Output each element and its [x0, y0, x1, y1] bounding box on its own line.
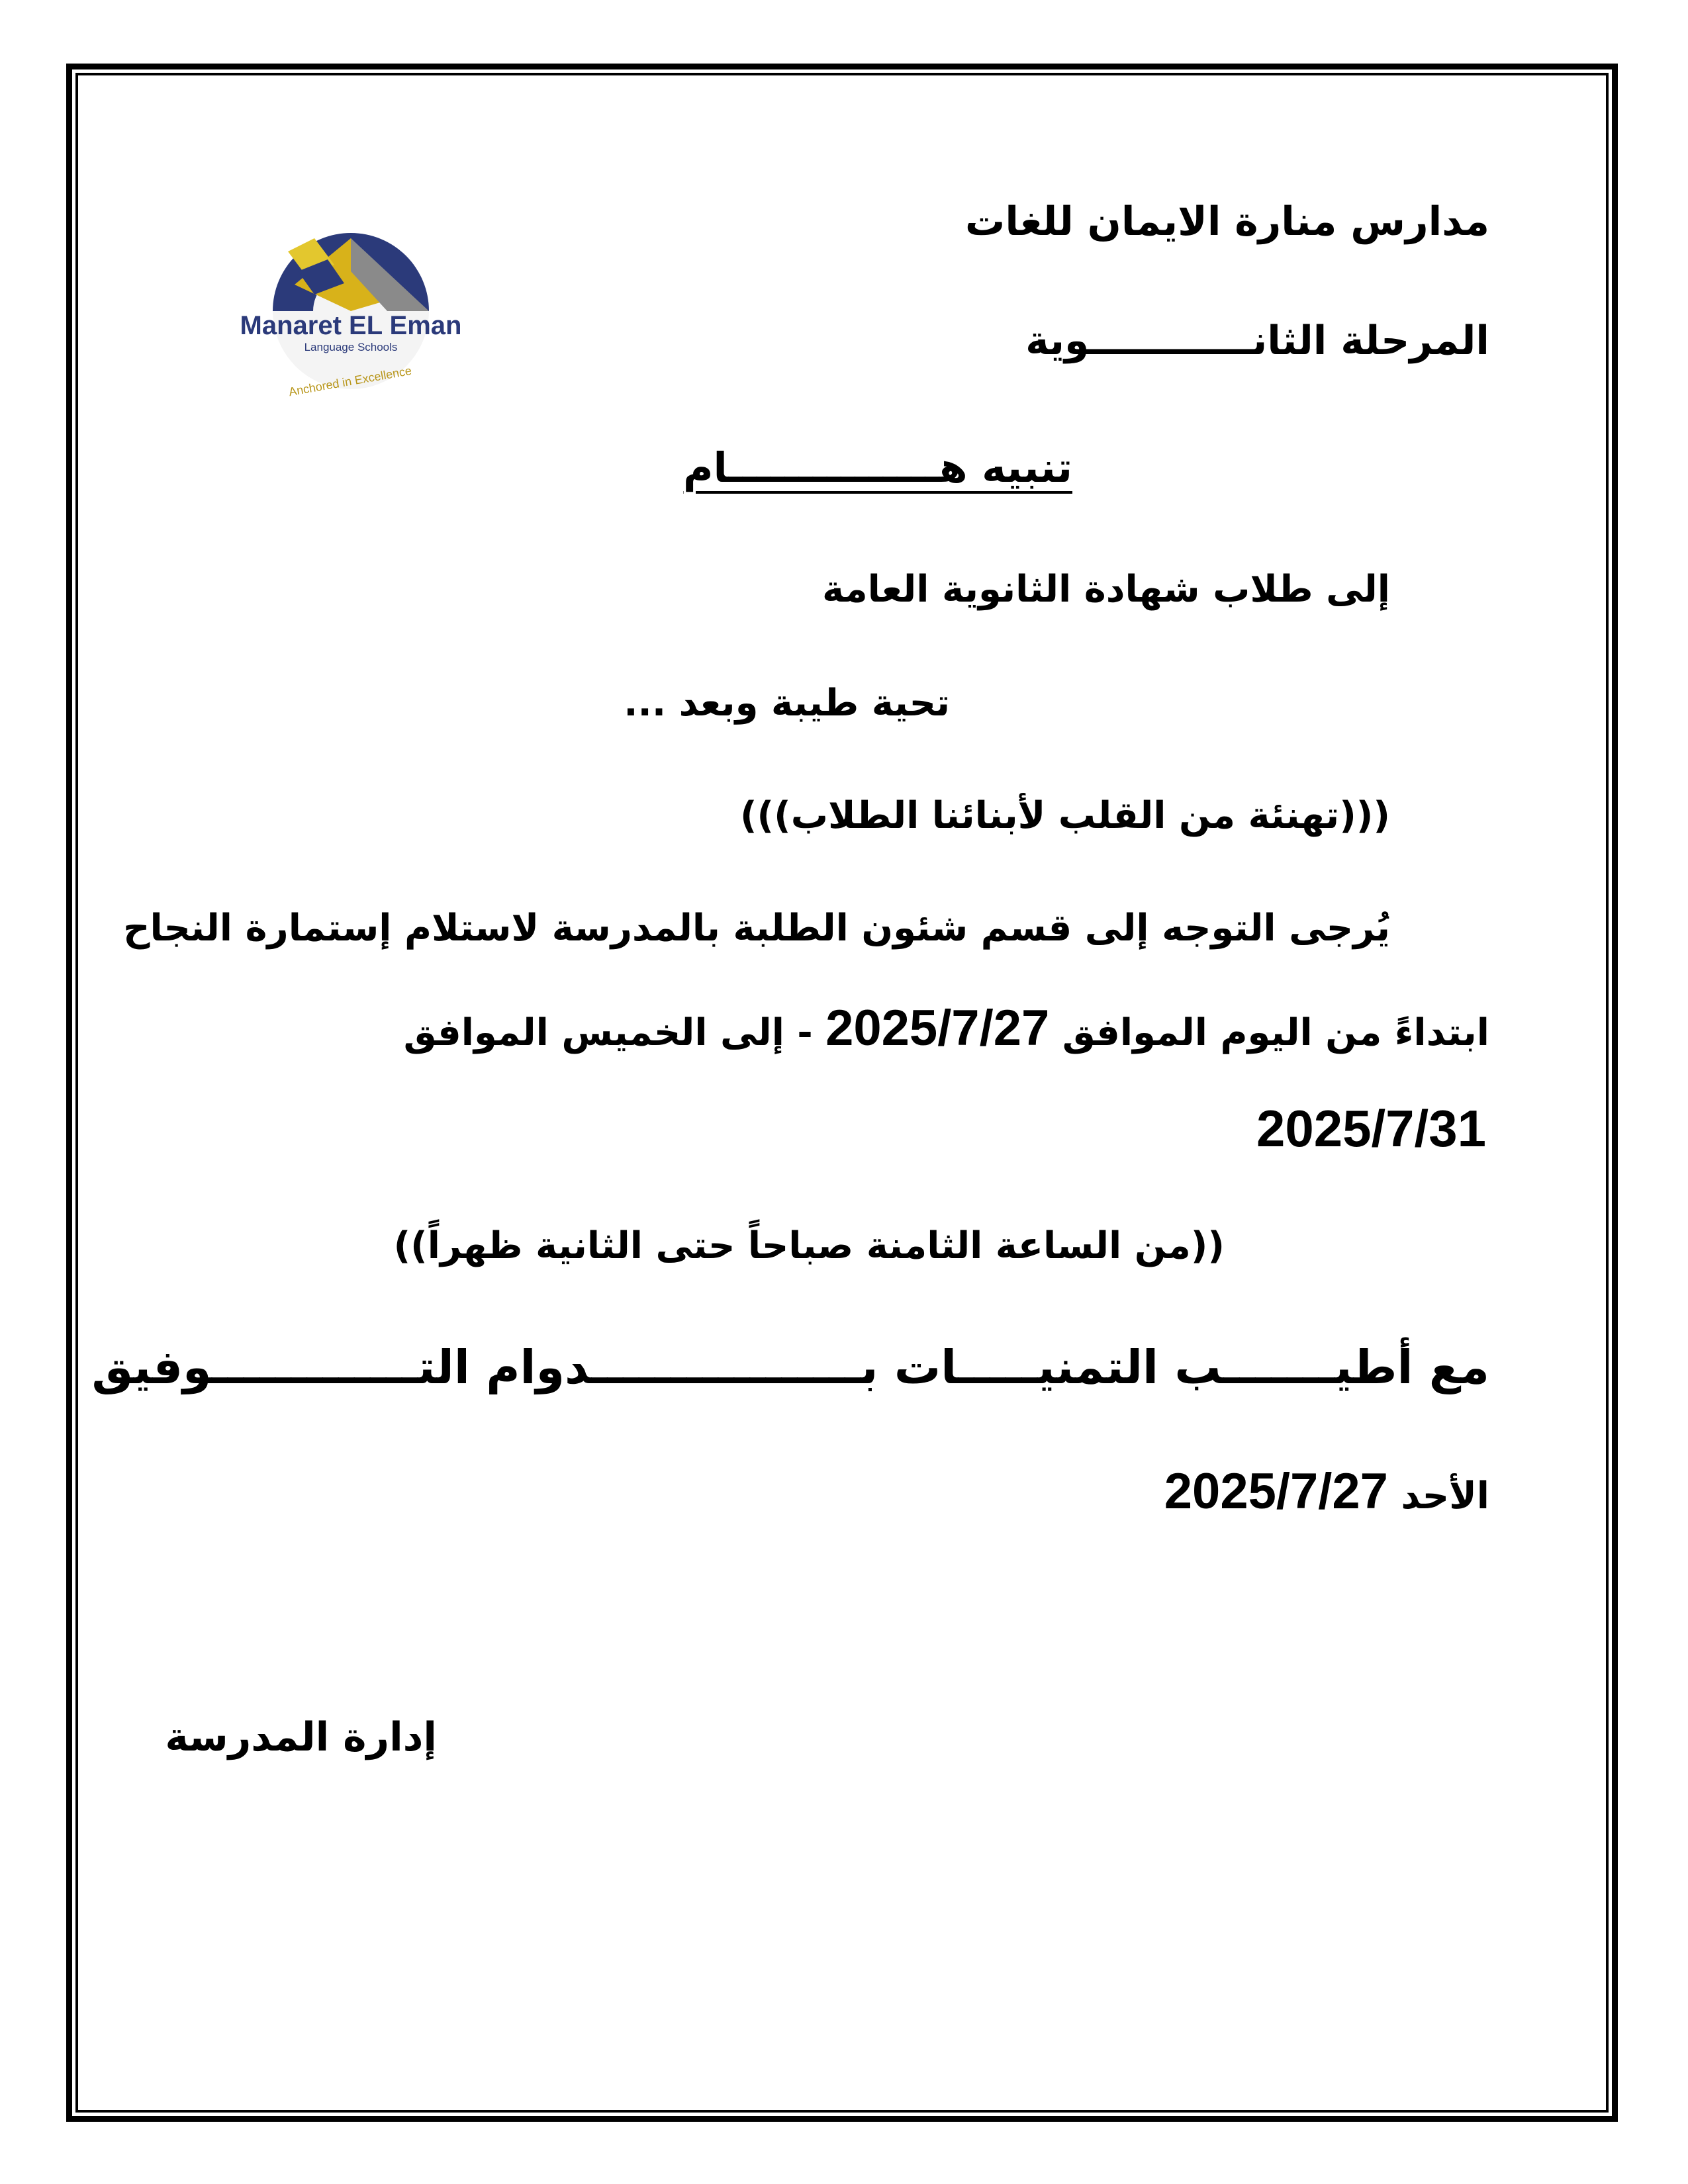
sign-date-line — [1164, 1463, 1489, 1520]
hours-line: ((من الساعة الثامنة صباحاً حتى الثانية ظهراً)) — [393, 1224, 1225, 1267]
notice-title: تنبيه هـــــــــــــــام — [683, 443, 1072, 492]
signature: إدارة المدرسة — [165, 1714, 437, 1760]
sign-day: الأحد — [1401, 1475, 1489, 1518]
school-stage: المرحلة الثانــــــــــــوية — [1025, 318, 1489, 364]
instruction-line: يُرجى التوجه إلى قسم شئون الطلبة بالمدرسة لاستلام إستمارة النجاح — [123, 907, 1390, 950]
from-prefix: ابتداءً من اليوم الموافق — [1062, 1011, 1489, 1054]
sign-date: 2025/7/27 — [1164, 1463, 1388, 1520]
from-date: 2025/7/27 — [825, 1000, 1050, 1056]
logo-motto-text: Anchored in Excellence — [287, 363, 413, 399]
to-text: - إلى الخميس الموافق — [403, 1011, 813, 1054]
logo-name-text: Manaret EL Eman — [240, 311, 462, 340]
date-range-line — [404, 999, 1489, 1057]
congrats-line: (((تهنئة من القلب لأبنائنا الطلاب))) — [739, 794, 1390, 837]
wishes-line: مع أطيـــــــب التمنيـــــات بـــــــــــــــــدوام التـــــــــــــوفيق — [91, 1340, 1489, 1394]
school-logo — [235, 212, 467, 410]
greeting-line: تحية طيبة وبعد ... — [624, 682, 950, 725]
logo-subtitle-text: Language Schools — [304, 341, 398, 353]
to-date: 2025/7/31 — [1256, 1099, 1486, 1158]
recipients-line: إلى طلاب شهادة الثانوية العامة — [822, 568, 1390, 611]
school-logo-graphic — [235, 212, 467, 410]
school-name: مدارس منارة الايمان للغات — [965, 199, 1489, 245]
